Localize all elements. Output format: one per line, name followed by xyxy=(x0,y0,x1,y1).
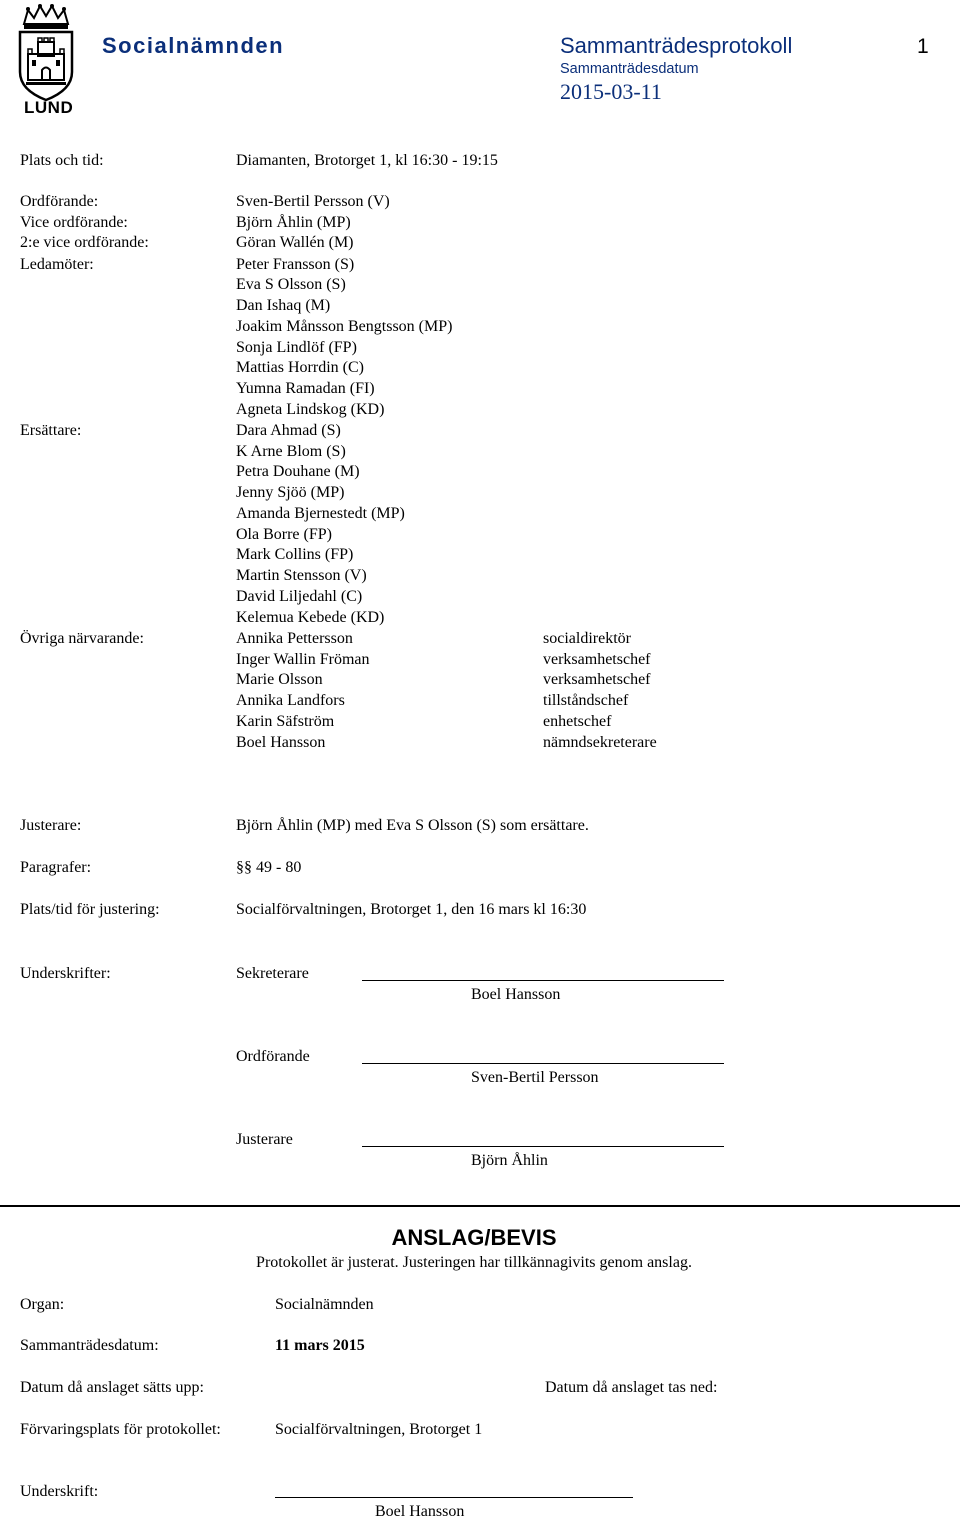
other-present-name: Annika Pettersson xyxy=(236,630,353,647)
signature-name: Boel Hansson xyxy=(471,986,561,1003)
adjusters-label: Justerare: xyxy=(20,817,82,834)
signature-line xyxy=(362,1063,724,1064)
meeting-date-value: 2015-03-11 xyxy=(560,79,662,104)
signature-role: Sekreterare xyxy=(236,965,309,982)
signatures-label: Underskrifter: xyxy=(20,965,111,982)
substitutes-label: Ersättare: xyxy=(20,422,82,439)
signature-role: Ordförande xyxy=(236,1048,310,1065)
substitute-name: Ola Borre (FP) xyxy=(236,526,332,543)
notice-title: ANSLAG/BEVIS xyxy=(391,1225,557,1250)
substitute-name: David Liljedahl (C) xyxy=(236,588,363,605)
other-present-role: tillståndschef xyxy=(543,692,629,709)
member-name: Sonja Lindlöf (FP) xyxy=(236,339,357,356)
section-divider xyxy=(0,1205,960,1207)
signature-name: Sven-Bertil Persson xyxy=(471,1069,599,1086)
chair-label: Ordförande: xyxy=(20,193,99,210)
other-present-role: verksamhetschef xyxy=(543,651,651,668)
vice-chair-name: Björn Åhlin (MP) xyxy=(236,214,351,231)
notice-date-label: Sammanträdesdatum: xyxy=(20,1337,159,1354)
substitute-name: Amanda Bjernestedt (MP) xyxy=(236,505,405,522)
member-name: Mattias Horrdin (C) xyxy=(236,359,364,376)
notice-date-value: 11 mars 2015 xyxy=(275,1337,365,1354)
other-present-role: enhetschef xyxy=(543,713,612,730)
other-present-name: Annika Landfors xyxy=(236,692,345,709)
other-present-name: Inger Wallin Fröman xyxy=(236,651,370,668)
paragraphs-value: §§ 49 - 80 xyxy=(236,859,302,876)
substitute-name: Dara Ahmad (S) xyxy=(236,422,341,439)
notice-signature-line xyxy=(275,1497,633,1498)
member-name: Yumna Ramadan (FI) xyxy=(236,380,375,397)
members-label: Ledamöter: xyxy=(20,256,94,273)
member-name: Agneta Lindskog (KD) xyxy=(236,401,385,418)
other-present-role: verksamhetschef xyxy=(543,671,651,688)
place-time-value: Diamanten, Brotorget 1, kl 16:30 - 19:15 xyxy=(236,152,498,169)
place-time-label: Plats och tid: xyxy=(20,152,104,169)
member-name: Joakim Månsson Bengtsson (MP) xyxy=(236,318,453,335)
document-title: Sammanträdesprotokoll xyxy=(560,33,793,58)
other-present-role: nämndsekreterare xyxy=(543,734,657,751)
substitute-name: K Arne Blom (S) xyxy=(236,443,346,460)
substitute-name: Mark Collins (FP) xyxy=(236,546,354,563)
notice-signature-name: Boel Hansson xyxy=(375,1503,465,1520)
posted-date-label: Datum då anslaget sätts upp: xyxy=(20,1379,204,1396)
page-number: 1 xyxy=(917,35,929,58)
signature-name: Björn Åhlin xyxy=(471,1152,548,1169)
lund-coat-of-arms-logo xyxy=(16,2,76,120)
signature-line xyxy=(362,980,724,981)
adjusters-value: Björn Åhlin (MP) med Eva S Olsson (S) som ersättare. xyxy=(236,817,589,834)
signature-role: Justerare xyxy=(236,1131,293,1148)
logo-text: LUND xyxy=(24,98,74,117)
substitute-name: Jenny Sjöö (MP) xyxy=(236,484,345,501)
meeting-date-label: Sammanträdesdatum xyxy=(560,61,699,77)
paragraphs-label: Paragrafer: xyxy=(20,859,92,876)
notice-subtitle: Protokollet är justerat. Justeringen har tillkännagivits genom anslag. xyxy=(256,1254,692,1271)
notice-signature-label: Underskrift: xyxy=(20,1483,99,1500)
organ-value: Socialnämnden xyxy=(275,1296,374,1313)
member-name: Peter Fransson (S) xyxy=(236,256,355,273)
substitute-name: Martin Stensson (V) xyxy=(236,567,367,584)
organ-label: Organ: xyxy=(20,1296,65,1313)
other-present-name: Karin Säfström xyxy=(236,713,335,730)
vice-chair-label: Vice ordförande: xyxy=(20,214,128,231)
removed-date-label: Datum då anslaget tas ned: xyxy=(545,1379,718,1396)
other-present-name: Boel Hansson xyxy=(236,734,326,751)
adjustment-place-value: Socialförvaltningen, Brotorget 1, den 16 mars kl 16:30 xyxy=(236,901,587,918)
signature-line xyxy=(362,1146,724,1147)
other-present-name: Marie Olsson xyxy=(236,671,323,688)
substitute-name: Kelemua Kebede (KD) xyxy=(236,609,385,626)
chair-name: Sven-Bertil Persson (V) xyxy=(236,193,390,210)
member-name: Eva S Olsson (S) xyxy=(236,276,346,293)
org-name: Socialnämnden xyxy=(102,33,285,58)
substitute-name: Petra Douhane (M) xyxy=(236,463,360,480)
second-vice-chair-label: 2:e vice ordförande: xyxy=(20,234,149,251)
member-name: Dan Ishaq (M) xyxy=(236,297,331,314)
others-present-label: Övriga närvarande: xyxy=(20,630,144,647)
storage-value: Socialförvaltningen, Brotorget 1 xyxy=(275,1421,483,1438)
other-present-role: socialdirektör xyxy=(543,630,631,647)
second-vice-chair-name: Göran Wallén (M) xyxy=(236,234,354,251)
storage-label: Förvaringsplats för protokollet: xyxy=(20,1421,221,1438)
adjustment-place-label: Plats/tid för justering: xyxy=(20,901,160,918)
